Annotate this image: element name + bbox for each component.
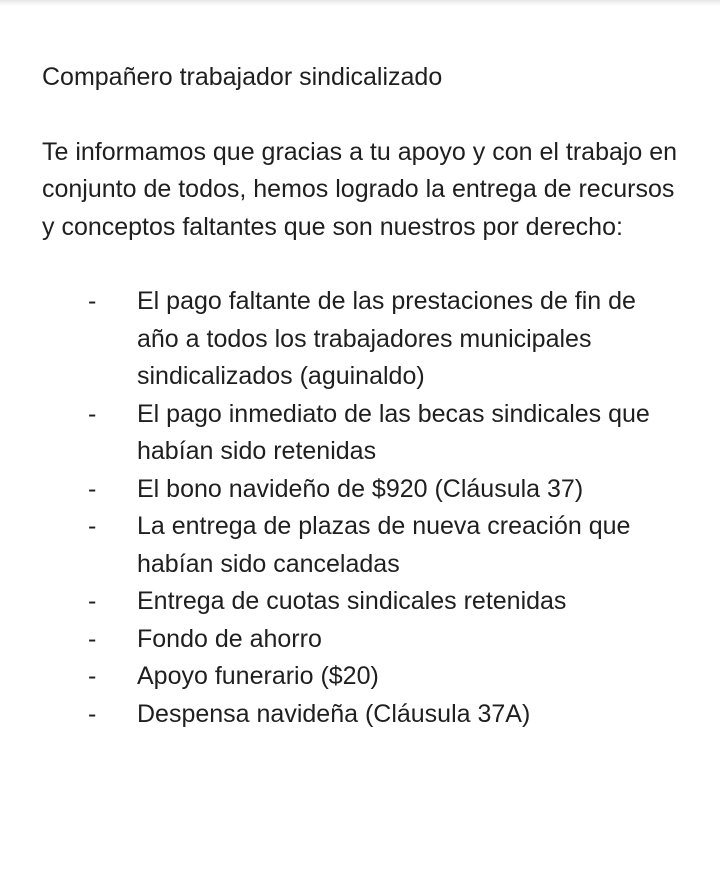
intro-paragraph: Te informamos que gracias a tu apoyo y con el trabajo en conjunto de todos, hemos logrado la entrega de recursos y conceptos faltantes que son nuestros por derecho: <box>42 137 678 241</box>
list-item-text: El bono navideño de $920 (Cláusula 37) <box>137 474 584 503</box>
list-item <box>42 658 682 696</box>
list-item-text: Despensa navideña (Cláusula 37A) <box>137 699 531 728</box>
list-item-text: La entrega de plazas de nueva creación que habían sido canceladas <box>137 512 631 578</box>
list-item-text: El pago inmediato de las becas sindicales que habían sido retenidas <box>137 399 650 465</box>
bullet-dash: - <box>88 287 97 315</box>
bullet-dash: - <box>88 512 97 540</box>
benefits-list <box>42 283 682 733</box>
list-item <box>42 283 682 396</box>
bullet-dash: - <box>88 399 97 428</box>
bullet-dash: - <box>88 699 97 728</box>
list-item <box>42 583 682 621</box>
list-item-text: Apoyo funerario ($20) <box>137 662 379 690</box>
bullet-dash: - <box>88 474 97 503</box>
list-item-text: Fondo de ahorro <box>137 624 322 653</box>
list-item <box>42 696 682 734</box>
top-edge-shadow <box>0 0 720 6</box>
list-item <box>42 621 682 659</box>
bullet-dash: - <box>88 624 97 653</box>
bullet-dash: - <box>88 587 97 615</box>
list-item <box>42 508 682 583</box>
greeting: Compañero trabajador sindicalizado <box>42 63 443 91</box>
list-item-text: Entrega de cuotas sindicales retenidas <box>137 587 567 615</box>
list-item <box>42 471 682 509</box>
list-item <box>42 396 682 471</box>
list-item-text: El pago faltante de las prestaciones de fin de año a todos los trabajadores municipales sindicalizados (aguinaldo) <box>137 287 636 390</box>
bullet-dash: - <box>88 662 97 690</box>
document-body <box>42 59 682 733</box>
